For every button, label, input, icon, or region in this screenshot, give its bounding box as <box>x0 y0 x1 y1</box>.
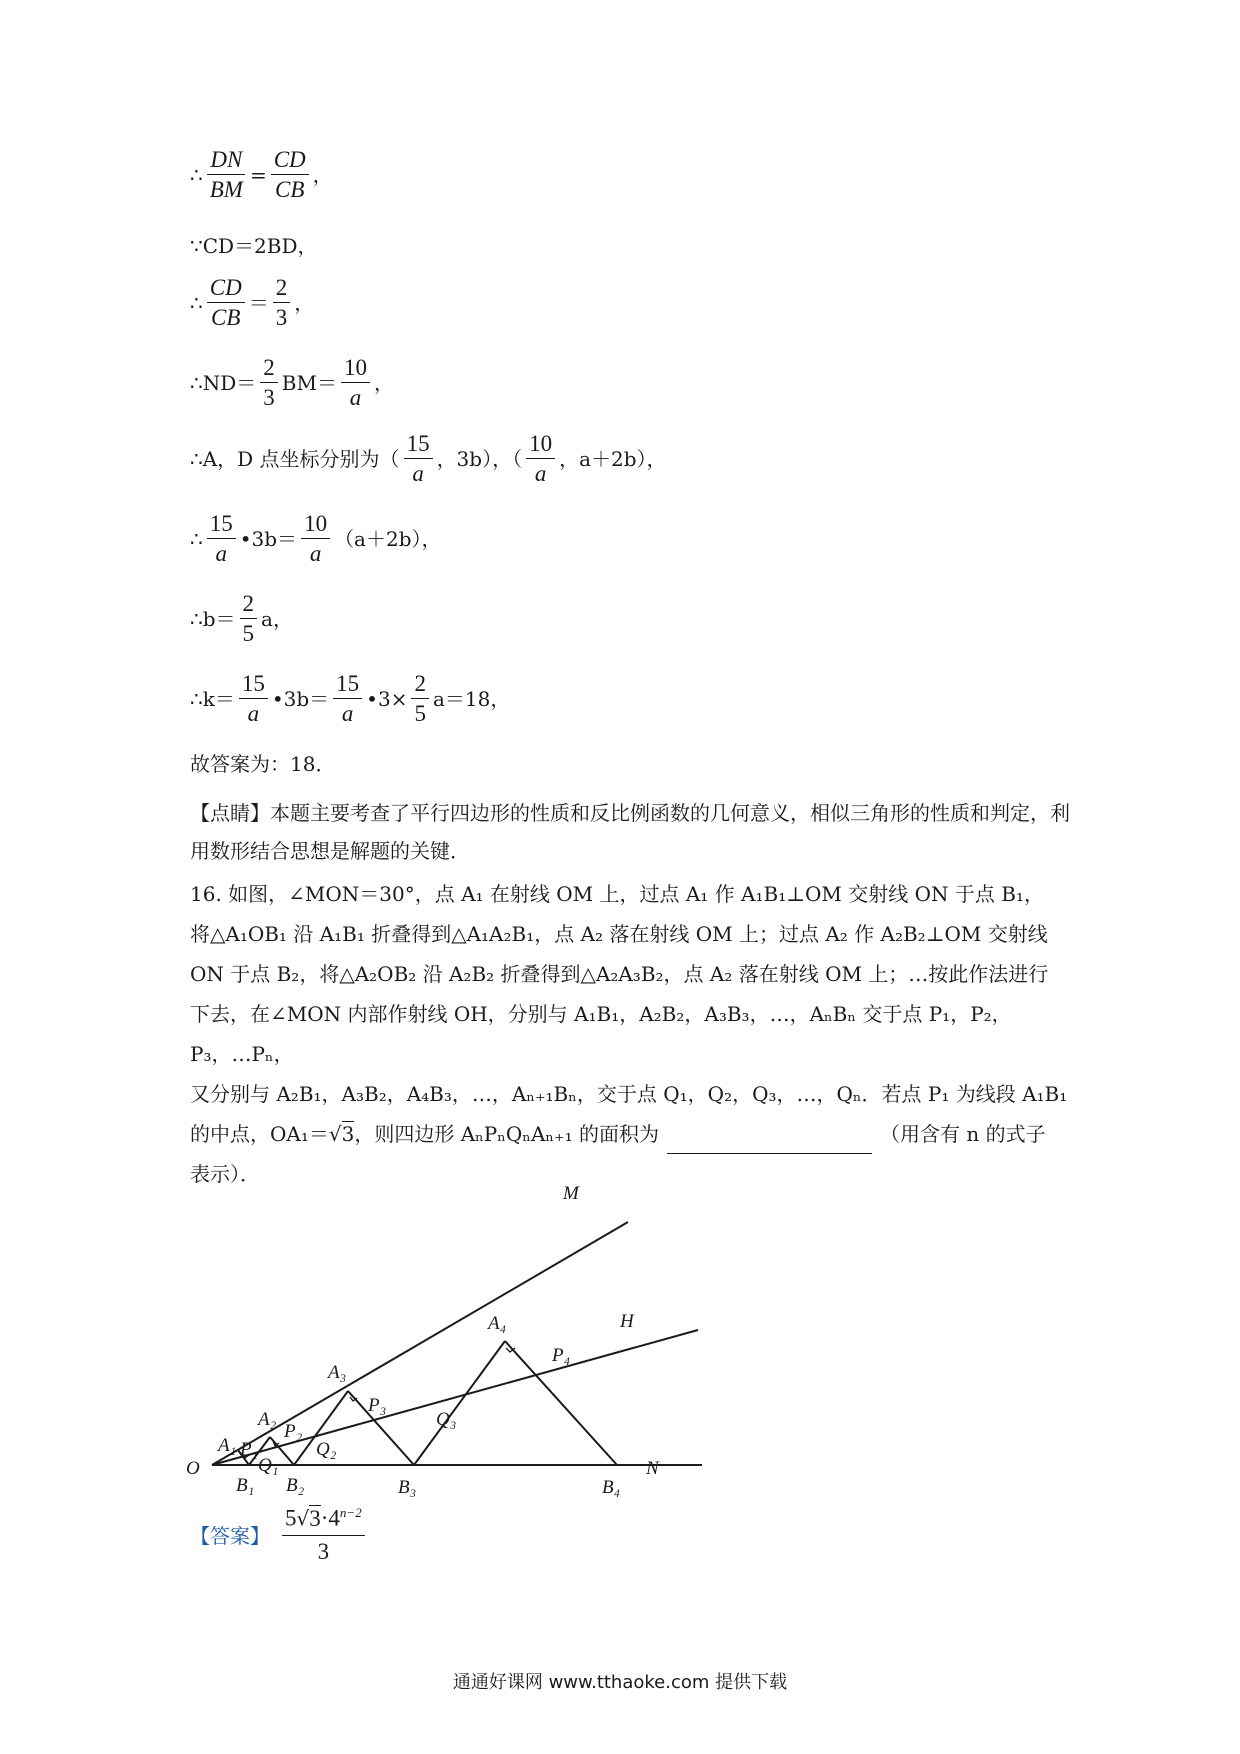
question-line-6: 的中点，OA₁＝√3，则四边形 AₙPₙQₙAₙ₊₁ 的面积为 （用含有 n 的式子 <box>190 1114 1070 1154</box>
solution-line-4: ∴ND＝ $\frac{2}{3}$ BM＝ $\frac{10}{a}$ ， <box>190 355 394 410</box>
question-line-7: 表示）． <box>190 1162 260 1186</box>
solution-line-9: 故答案为：18． <box>190 752 336 776</box>
ray-oh <box>212 1330 698 1465</box>
question-line-3: ON 于点 B₂，将△A₂OB₂ 沿 A₂B₂ 折叠得到△A₂A₃B₂，点 A₂ 落在射线 OM 上；…按此作法进行 <box>190 962 1049 986</box>
answer-tag: 【答案】 <box>190 1524 270 1549</box>
label-b1: B₁ <box>236 1475 255 1496</box>
label-b2: B₂ <box>286 1475 305 1496</box>
solution-line-2: ∵CD＝2BD， <box>190 234 318 258</box>
solution-line-1: ∴ $\frac{DN}{BM}$ = $\frac{CD}{CB}$ ， <box>190 147 333 202</box>
solution-line-5: ∴A，D 点坐标分别为（ $\frac{15}{a}$ ，3b），（ $\frac{10}{a}$ ，a＋2b）， <box>190 431 667 486</box>
fraction-dn-bm: $\frac{DN}{BM}$ <box>207 148 246 201</box>
solution-line-8: ∴k＝ $\frac{15}{a}$ •3b＝ $\frac{15}{a}$ •3× $\frac{2}{5}$ a＝18， <box>190 671 511 726</box>
therefore-symbol: ∴ <box>190 162 203 187</box>
answer-fraction: $\frac{5√3\cdot 4^{n-2}}{3}$ <box>282 1505 365 1565</box>
fraction-cd-cb: $\frac{CD}{CB}$ <box>271 148 309 201</box>
comment-paragraph: 【点睛】本题主要考查了平行四边形的性质和反比例函数的几何意义，相似三角形的性质和判定，利用数形结合思想是解题的关键． <box>190 801 1070 863</box>
solution-line-6: ∴ $\frac{15}{a}$ •3b＝ $\frac{10}{a}$ （a＋2b）， <box>190 511 442 566</box>
label-n: N <box>646 1458 659 1479</box>
label-p3: P₃ <box>368 1395 387 1416</box>
label-b4: B₄ <box>602 1477 621 1498</box>
label-p4: P₄ <box>552 1345 571 1366</box>
label-m: M <box>563 1183 579 1204</box>
label-a1: A₁ <box>218 1435 237 1456</box>
question-paragraph <box>190 874 1070 1194</box>
solution-line-3: ∴ $\frac{CD}{CB}$ ＝ $\frac{2}{3}$ ， <box>190 275 315 330</box>
question-line-5: 又分别与 A₂B₁，A₃B₂，A₄B₃，…，Aₙ₊₁Bₙ，交于点 Q₁，Q₂，Q₃，…，Qₙ．若点 P₁ 为线段 A₁B₁ <box>190 1082 1068 1106</box>
label-q3: Q₃ <box>436 1409 457 1430</box>
label-a2: A₂ <box>258 1409 277 1430</box>
label-b3: B₃ <box>398 1477 417 1498</box>
answer-blank <box>667 1135 872 1154</box>
question-line-1: 16. 如图，∠MON＝30°，点 A₁ 在射线 OM 上，过点 A₁ 作 A₁B₁⊥OM 交射线 ON 于点 B₁， <box>190 882 1044 906</box>
label-q1: Q₁ <box>258 1455 279 1476</box>
label-a4: A₄ <box>488 1313 507 1334</box>
question-line-2: 将△A₁OB₁ 沿 A₁B₁ 折叠得到△A₁A₂B₁，点 A₂ 落在射线 OM 上；过点 A₂ 作 A₂B₂⊥OM 交射线 <box>190 922 1048 946</box>
label-q2: Q₂ <box>316 1439 337 1460</box>
label-o: O <box>186 1458 200 1479</box>
label-a3: A₃ <box>328 1362 347 1383</box>
solution-line-7: ∴b＝ $\frac{2}{5}$ a， <box>190 591 293 646</box>
question-line-4: 下去，在∠MON 内部作射线 OH，分别与 A₁B₁，A₂B₂，A₃B₃，…，AₙBₙ 交于点 P₁，P₂，P₃，…Pₙ， <box>190 1002 1012 1066</box>
page-footer: 通通好课网 www.tthaoke.com 提供下载 <box>452 1672 788 1693</box>
label-p2: P₂ <box>284 1421 303 1442</box>
label-p1: P₁ <box>240 1439 259 1460</box>
label-h: H <box>620 1311 634 1332</box>
geometry-diagram <box>186 1175 750 1498</box>
answer-block <box>190 1505 369 1565</box>
